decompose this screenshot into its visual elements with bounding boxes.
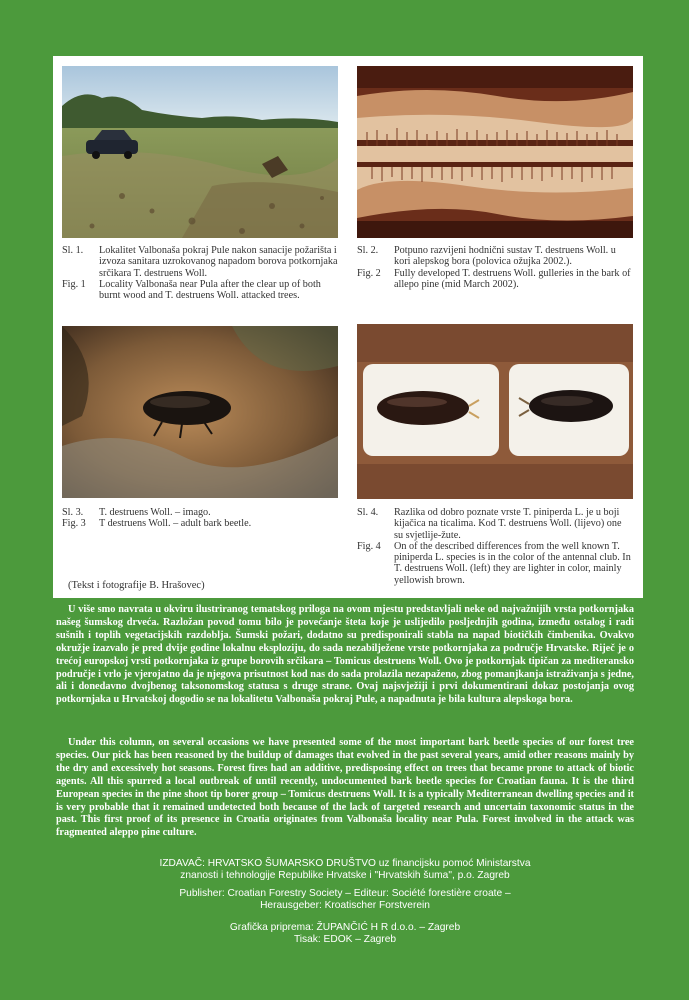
caption-text-en: Locality Valbonaša near Pula after the clear up of both burnt wood and T. destruens Woll. attacked trees. <box>99 278 321 302</box>
printing-line: Tisak: EDOK – Zagreb <box>293 934 397 946</box>
beetle-on-bark-image <box>62 326 338 498</box>
caption-label: Sl. 2. <box>357 245 379 256</box>
caption-text-en: T destruens Woll. – adult bark beetle. <box>99 518 252 530</box>
caption-text-hr: Razlika od dobro poznate vrste T. piniperda L. je u boji kijačica na ticalima. Kod T. destruens Woll. (lijevo) one su svjetlije-žute. <box>394 507 622 541</box>
photo-bark-galleries <box>357 66 633 238</box>
caption-fig4 <box>357 507 633 586</box>
caption-fig2 <box>357 245 633 290</box>
caption-text-hr: T. destruens Woll. – imago. <box>99 507 211 518</box>
publisher-line: znanosti i tehnologije Republike Hrvatske i "Hrvatskih šuma", p.o. Zagreb <box>180 870 510 882</box>
caption-fig1 <box>62 245 338 301</box>
caption-label: Sl. 4. <box>357 507 379 518</box>
caption-fig3 <box>62 507 338 530</box>
beetle-comparison-image <box>357 324 633 499</box>
photo-valbonasa-site <box>62 66 338 238</box>
caption-label: Fig. 2 <box>357 267 381 279</box>
caption-label: Fig. 3 <box>62 518 86 530</box>
landscape-image <box>62 66 338 238</box>
caption-text-en: Fully developed T. destruens Woll. gulleries in the bark of allepo pine (mid March 2002). <box>394 267 631 290</box>
photo-credit: (Tekst i fotografije B. Hrašovec) <box>68 580 205 591</box>
publisher-line: Herausgeber: Kroatischer Forstverein <box>260 900 430 912</box>
figure-panel <box>53 56 643 598</box>
printing-line: Grafička priprema: ŽUPANČIĆ H R d.o.o. – Zagreb <box>229 921 461 933</box>
publisher-info <box>56 858 634 946</box>
publisher-line: Publisher: Croatian Forestry Society – Editeur: Société forestière croate – <box>179 887 511 899</box>
caption-text-hr: Lokalitet Valbonaša pokraj Pule nakon sanacije požarišta i izvoza sanitara uzrokovanog napadom borova potkornjaka srčikara T. destruens Woll. <box>99 245 338 279</box>
caption-label: Fig. 1 <box>62 278 86 290</box>
publisher-line: IZDAVAČ: HRVATSKO ŠUMARSKO DRUŠTVO uz financijsku pomoć Ministarstva <box>159 858 531 869</box>
caption-text-en: On of the described differences from the well known T. piniperda L. species is in the color of the antennal club. In T. destruens Woll. (left) they are lighter in color, mainly yellowish brown. <box>394 540 631 586</box>
caption-text-hr: Potpuno razvijeni hodnični sustav T. destruens Woll. u kori alepskog bora (polovica ožujka 2002.). <box>394 245 616 268</box>
bark-image <box>357 66 633 238</box>
article-text-english: Under this column, on several occasions we have presented some of the most important bark beetle species of our forest tree species. Our pick has been reasoned by the buildup of damages that evolved in the past several years, amid other reasons mainly by the dry and excessively hot seasons. Forest fires had an additive, predisposing effect on trees that became prone to attack of biotic agents. All this spurred a local outbreak of until recently, undocumented bark beetle species for Croatian fauna. It is the third European species in the pine shoot tip borer group – Tomicus destruens Woll. It is a typically Mediterranean dwelling species and it is very probable that it remained undetected both because of the lack of targeted research and uncertain taxonomic status in the past. This first proof of its presence in Croatia originates from Valbonaša locality near Pula. Forest involved in the attack was fragmented aleppo pine culture. <box>56 737 634 839</box>
caption-label: Fig. 4 <box>357 540 381 552</box>
article-text-croatian: U više smo navrata u okviru ilustriranog tematskog priloga na ovom mjestu predstavljali neke od najvažnijih vrsta potkornjaka našeg šumskog drveća. Razložan povod tomu bilo je povećanje šteta koje je uslijedilo posljednjih godina, između ostalog i radi sušnih i toplih vegetacijskih razdoblja. Šumski požari, dodatno su predisponirali stabla na napad biotičkih čimbenika. Ovakvo okružje izazvalo je pred dvije godine lokalnu eksploziju, do sada nezabilježene vrste potkornjaka za područje Hrvatske. Riječ je o trećoj europskoj vrsti potkornjaka iz grupe borovih srčikara – Tomicus destruens Woll. Ovo je potkornjak tipičan za mediteransko područje i vrlo je vjerojatno da je njegova prisutnost kod nas do sada prolazila nezapaženo, zbog pomanjkanja istraživanja s jedne, ali i donedavno dvojbenog taksonomskog statusa s druge strane. Ovaj najsvježiji i prvi dokumentirani dokaz postojanja ovog potkornjaka u Hrvatskoj dogodio se na lokalitetu Valbonaša pokraj Pule, a napadnuta je bila kultura alepskoga bora. <box>56 604 634 706</box>
photo-adult-beetle <box>62 326 338 498</box>
caption-label: Sl. 3. <box>62 507 84 518</box>
photo-two-beetles <box>357 324 633 499</box>
caption-label: Sl. 1. <box>62 245 84 256</box>
